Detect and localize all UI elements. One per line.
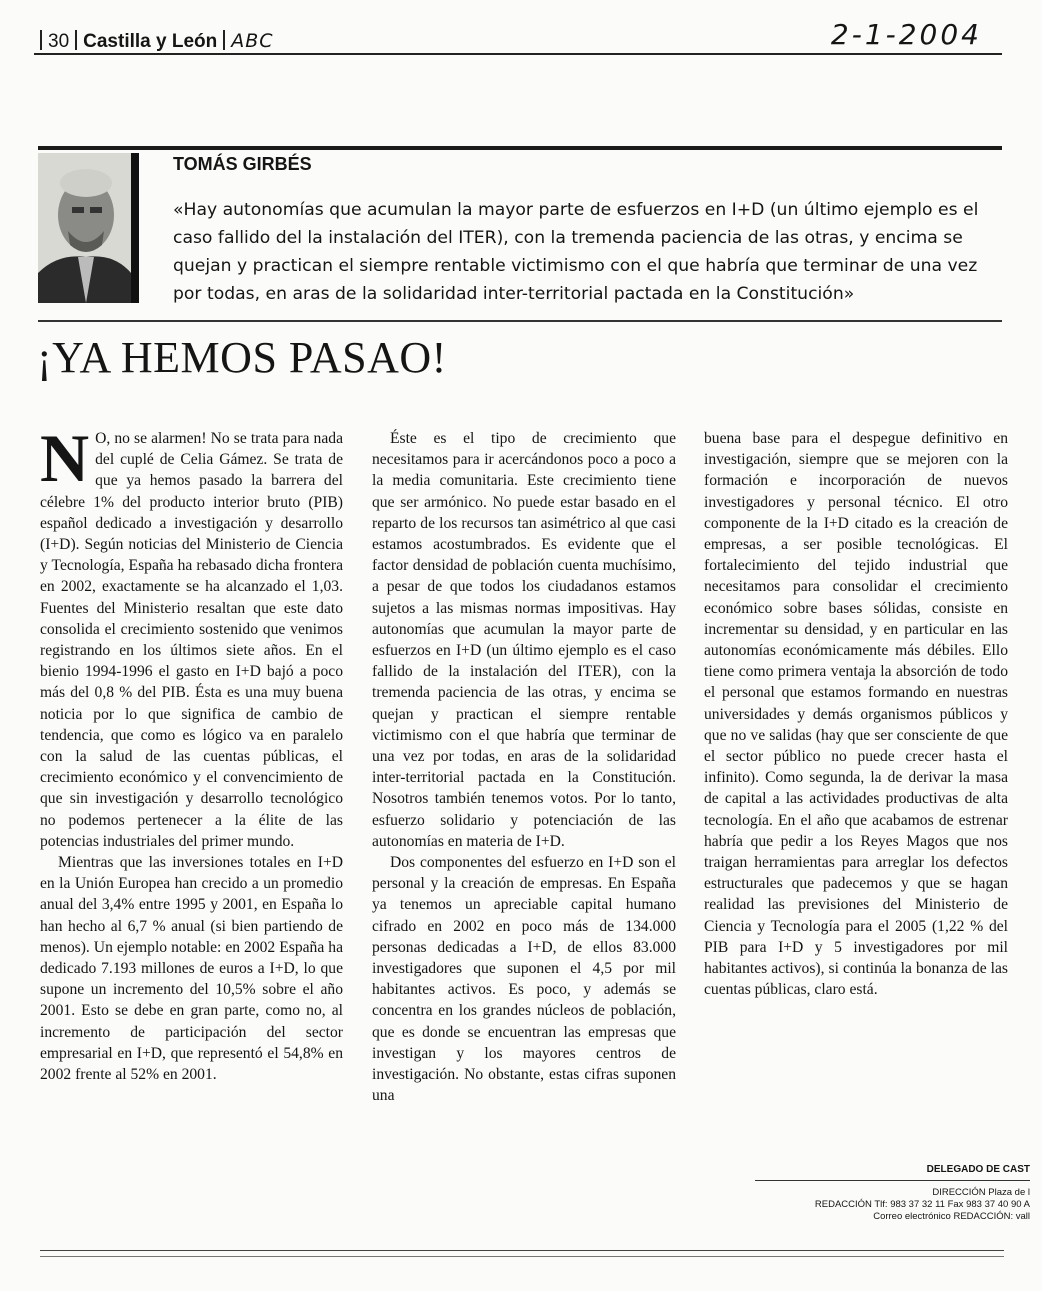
author-name: TOMÁS GIRBÉS xyxy=(173,154,312,174)
paragraph: Mientras que las inversiones totales en I+D en la Unión Europea han crecido a un promedio anual del 3,4% entre 1995 y 2001, en España lo han hecho al 6,7 % anual (si bien partiendo de menos). Un ejemplo notable: en 2002 España ha dedicado 7.193 millones de euros a I+D, lo que supone un incremento del 10,5% sobre el año 2001. Esto se debe en gran parte, como no, al incremento de participación del sector empresarial en I+D, que representó el 54,8% en 2002 frente al 52% en 2001. xyxy=(40,854,343,1084)
headline: ¡YA HEMOS PASAO! xyxy=(37,333,447,382)
paragraph-text: O, no se alarmen! No se trata para nada del cuplé de Celia Gámez. Se trata de que ya hemos pasado la barrera del célebre 1% del producto interior bruto (PIB) español dedicado a investigación y desarrollo (I+D). Según noticias del Ministerio de Ciencia y Tecnología, España ha rebasado dicha frontera en 2002, exactamente se ha alcanzado el 1,03. Fuentes del Ministerio resaltan que este dato consolida el crecimiento sostenido que venimos registrando en los últimos siete años. En el bienio 1994-1996 el gasto en I+D bajó a poco más del 0,8 % del PIB. Ésta es una muy buena noticia por lo que significa de cambio de tendencia, que como es lógico va en paralelo con la salud de las cuentas públicas, el crecimiento económico y el convencimiento de que sin investigación y desarrollo tecnológico no podemos pertenecer a la élite de las potencias industriales del primer mundo. xyxy=(40,430,343,850)
credits-phone: REDACCIÓN Tlf: 983 37 32 11 Fax 983 37 40 90 A xyxy=(814,1199,1030,1210)
paragraph: buena base para el despegue definitivo en investigación, siempre que se mejoren con la formación e incorporación de nuevos investigadores y personal técnico. El otro componente de la I+D citado es la creación de empresas, a ser posible tecnológicas. El fortalecimiento del tejido industrial que necesitamos para consolidar el crecimiento económico sobre bases sólidas, consiste en incrementar su densidad, y en particular en las autonomías económicamente más débiles. Ello tiene como primera ventaja la absorción de todo el personal que estamos formando en nuestras universidades y demás organismos públicos y que no ve salidas (hay que ser consciente de que el sector público no puede crecer hasta el infinito). Como segunda, la de derivar la masa de capital a las actividades productivas de alta tecnología. En el año que acabamos de estrenar habría que pedir a los Reyes Magos que nos traigan herramientas para arreglar los defectos estructurales que padecemos y que se hagan realidad las previsiones del Ministerio de Ciencia y Tecnología para el 2005 (1,22 % del PIB para I+D y 5 investigadores por mil habitantes activos), si continúa la bonanza de las cuentas públicas, claro está. xyxy=(704,430,1008,999)
author-rule xyxy=(38,146,1002,150)
header-rule xyxy=(34,53,1002,55)
paragraph: Éste es el tipo de crecimiento que necesitamos para ir acercándonos poco a poco a la media comunitaria. Este crecimiento tiene que ser armónico. No puede estar basado en el reparto de los recursos tan asimétrico al que casi estamos acostumbrados. Es evidente que el factor densidad de población cuenta muchísimo, a pesar de que todos los ciudadanos estamos sujetos a las mismas normas impositivas. Hay autonomías que acumulan la mayor parte de esfuerzos en I+D (un último ejemplo es el caso fallido de la instalación del ITER), con la tremenda paciencia de las otras, y encima se quejan y practican el siempre rentable victimismo con el que habría que terminar de una vez por todas, en aras de la solidaridad inter-territorial pactada en la Constitución. Nosotros también tenemos votos. Por lo tanto, esfuerzo solidario y potenciación de las autonomías en materia de I+D. xyxy=(372,430,676,850)
author-photo xyxy=(38,153,139,303)
section-rule xyxy=(38,320,1002,322)
page-header xyxy=(34,30,274,53)
author-portrait-icon xyxy=(38,153,131,303)
section-name: Castilla y León xyxy=(83,31,218,52)
paragraph: Dos componentes del esfuerzo en I+D son el personal y la creación de empresas. En España ya tenemos un apreciable capital humano cifrado en 2002 en poco más de 134.000 personas dedicadas a I+D, de ellos 83.000 investigadores que suponen el 4,5 por mil habitantes activos. Es poco, y además se concentra en los grandes núcleos de población, que es donde se encuentran las empresas que investigan y los mayores centros de investigación. No obstante, estas cifras suponen una xyxy=(372,854,676,1105)
header-divider xyxy=(223,30,225,50)
handwritten-date: 2-1-2004 xyxy=(830,18,982,51)
credits-rule xyxy=(755,1180,1030,1181)
credits-email: Correo electrónico REDACCIÓN: vall xyxy=(873,1211,1030,1222)
article-column-1 xyxy=(40,420,343,1085)
credits-title: DELEGADO DE CAST xyxy=(926,1164,1030,1175)
header-divider xyxy=(40,30,42,50)
header-divider xyxy=(75,30,77,50)
newspaper-name: ABC xyxy=(231,30,274,52)
pull-quote: «Hay autonomías que acumulan la mayor parte de esfuerzos en I+D (un último ejemplo es el caso fallido del la instalación del ITER), con la tremenda paciencia de las otras, y encima se quejan y practican el siempre rentable victimismo con el que habría que terminar de una vez por todas, en aras de la solidaridad inter-territorial pactada en la Constitución» xyxy=(173,200,979,304)
credits-address: DIRECCIÓN Plaza de l xyxy=(932,1187,1030,1198)
footer-rule xyxy=(40,1250,1004,1251)
paragraph xyxy=(40,420,343,852)
drop-cap: N xyxy=(40,420,90,496)
article-column-2 xyxy=(372,428,676,1107)
article-column-3 xyxy=(704,428,1008,1000)
page-number: 30 xyxy=(48,31,70,52)
footer-rule xyxy=(40,1256,1004,1257)
